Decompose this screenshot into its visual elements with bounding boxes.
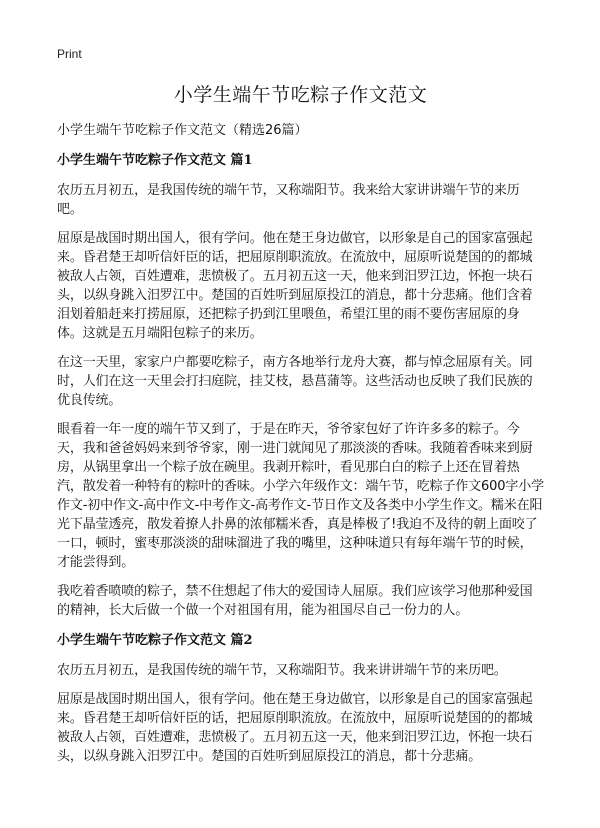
section-1 bbox=[57, 152, 544, 620]
paragraph: 我吃着香喷喷的粽子，禁不住想起了伟大的爱国诗人屈原。我们应该学习他那种爱国的精神，长大后做一个做一个对祖国有用，能为祖国尽自己一份力的人。 bbox=[57, 584, 533, 618]
paragraph: 在这一天里，家家户户都要吃粽子，南方各地举行龙舟大赛，都与悼念屈原有关。同时，人们在这一天里会打扫庭院，挂艾枝，悬菖蒲等。这些活动也反映了我们民族的优良传统。 bbox=[57, 355, 533, 408]
section-2 bbox=[57, 632, 544, 766]
section-heading: 小学生端午节吃粽子作文范文 篇1 bbox=[57, 153, 253, 168]
page-subtitle: 小学生端午节吃粽子作文范文（精选26篇） bbox=[57, 123, 308, 138]
paragraph: 屈原是战国时期出国人，很有学问。他在楚王身边做官，以形象是自己的国家富强起来。昏君楚王却听信奸臣的话，把屈原削职流放。在流放中，屈原听说楚国的的都城被敌人占领，百姓遭难，悲愤极了。五月初五这一天，他来到汨罗江边，怀抱一块石头，以纵身跳入汨罗江中。楚国的百姓听到屈原投江的消息，都十分悲痛。他们含着泪划着船赶来打捞屈原，还把粽子扔到江里喂鱼，希望江里的雨不要伤害屈原的身体。这就是五月端阳包粽子的来历。 bbox=[57, 231, 533, 341]
paragraph: 屈原是战国时期出国人，很有学问。他在楚王身边做官，以形象是自己的国家富强起来。昏君楚王却听信奸臣的话，把屈原削职流放。在流放中，屈原听说楚国的的都城被敌人占领，百姓遭难，悲愤极了。五月初五这一天，他来到汨罗江边，怀抱一块石头，以纵身跳入汨罗江中。楚国的百姓听到屈原投江的消息，都十分悲痛。 bbox=[57, 692, 533, 764]
paragraph: 农历五月初五，是我国传统的端午节，又称端阳节。我来讲讲端午节的来历吧。 bbox=[57, 663, 507, 678]
page-title: 小学生端午节吃粽子作文范文 bbox=[173, 84, 428, 106]
paragraph: 眼看着一年一度的端午节又到了，于是在昨天，爷爷家包好了许许多多的粽子。今天，我和爸爸妈妈来到爷爷家，刚一进门就闻见了那淡淡的香味。我随着香味来到厨房，从锅里拿出一个粽子放在碗里。我剥开粽叶，看见那白白的粽子上还在冒着热汽，散发着一种特有的粽叶的香味。小学六年级作文：端午节，吃粽子作文600字小学作文-初中作文-高中作文-中考作文-高考作文-节日作文及各类中小学生作文。糯米在阳光下晶莹透亮，散发着撩人扑鼻的浓郁糯米香，真是棒极了!我迫不及待的朝上面咬了一口，顿时，蜜枣那淡淡的甜味溜进了我的嘴里，这种味道只有每年端午节的时候，才能尝得到。 bbox=[57, 422, 544, 570]
paragraph: 农历五月初五，是我国传统的端午节，又称端阳节。我来给大家讲讲端午节的来历吧。 bbox=[57, 183, 520, 217]
section-heading: 小学生端午节吃粽子作文范文 篇2 bbox=[57, 633, 253, 648]
print-link[interactable]: Print bbox=[57, 47, 82, 61]
